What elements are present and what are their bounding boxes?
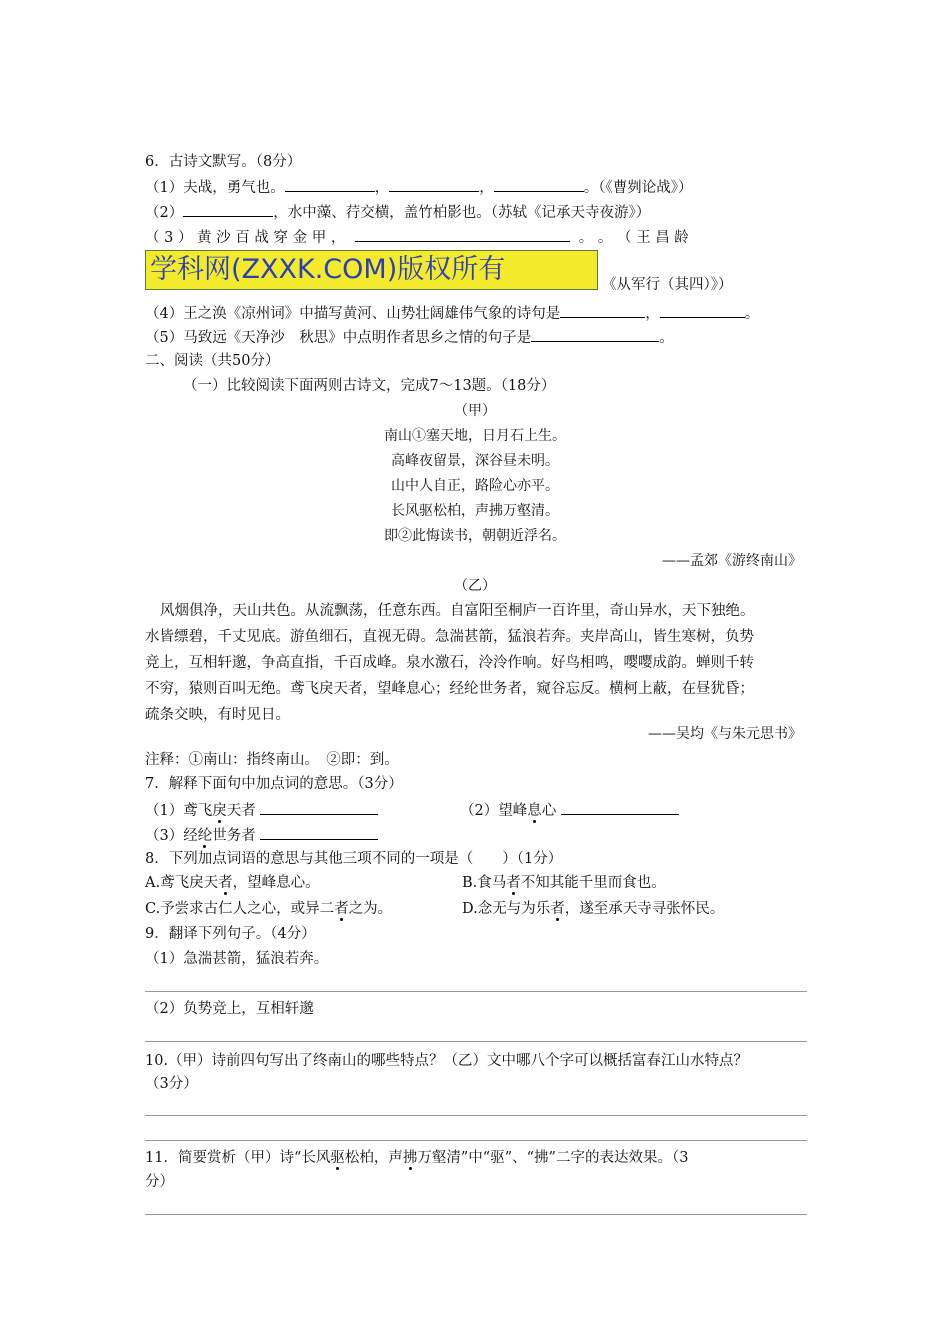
answer-blank[interactable]: [531, 326, 659, 342]
prose-line: 不穷，猿则百叫无绝。鸢飞戾天者，望峰息心；经纶世务者，窥谷忘反。横柯上蔽，在昼犹昏；: [145, 681, 754, 697]
q8-option-c[interactable]: C.予尝求古仁人之心，或异二者之为。: [145, 901, 393, 917]
q6-item-4: （4）王之涣《凉州词》中描写黄河、山势壮阔雄伟气象的诗句是 ， 。: [145, 302, 759, 324]
q8-option-d[interactable]: D.念无与为乐者，遂至承天寺寻张怀民。: [462, 901, 725, 917]
q9-item-2: （2）负势竞上，互相轩邈: [145, 1001, 314, 1017]
q6-item-2: （2） ，水中藻、荇交横，盖竹柏影也。（苏轼《记承天寺夜游》）: [145, 201, 650, 223]
q6-title: 6．古诗文默写。（8分）: [145, 154, 302, 170]
poem-author: ——孟郊《游终南山》: [662, 553, 802, 569]
poem-line: 高峰夜留景，深谷昼未明。: [391, 453, 559, 469]
poem-line: 山中人自正，路险心亦平。: [391, 478, 559, 494]
answer-blank[interactable]: [355, 226, 570, 242]
poem-line: 即②此悔读书，朝朝近浮名。: [384, 528, 566, 544]
answer-blank[interactable]: [560, 302, 645, 318]
q9-title: 9．翻译下列句子。（4分）: [145, 926, 316, 942]
answer-blank[interactable]: [260, 799, 378, 815]
answer-blank[interactable]: [183, 201, 273, 217]
prose-line: 风烟俱净，天山共色。从流飘荡，任意东西。自富阳至桐庐一百许里，奇山异水，天下独绝。: [160, 603, 755, 619]
answer-line[interactable]: [145, 1115, 807, 1116]
answer-blank[interactable]: [285, 176, 375, 192]
prose-author: ——吴均《与朱元思书》: [648, 726, 802, 742]
q9-item-1: （1）急湍甚箭，猛浪若奔。: [145, 951, 329, 967]
q6-item-5: （5）马致远《天净沙 秋思》中点明作者思乡之情的句子是 。: [145, 326, 674, 348]
answer-blank[interactable]: [389, 176, 479, 192]
q10-line-1: 10.（甲）诗前四句写出了终南山的哪些特点？（乙）文中哪八个字可以概括富春江山水特点？: [145, 1053, 749, 1069]
answer-blank[interactable]: [260, 824, 378, 840]
q8-option-b[interactable]: B.食马者不知其能千里而食也。: [462, 875, 666, 891]
prose-label: （乙）: [454, 578, 496, 594]
section-subtitle: （一）比较阅读下面两则古诗文，完成7～13题。（18分）: [183, 378, 556, 394]
prose-line: 疏条交映，有时见日。: [145, 707, 290, 723]
q7-item-1: （1）鸢飞戾天者: [145, 799, 378, 821]
q6-item-1: （1）夫战，勇气也。 ， ， 。（《曹刿论战》）: [145, 176, 692, 198]
answer-line[interactable]: [145, 1140, 807, 1141]
answer-blank[interactable]: [561, 799, 679, 815]
answer-line[interactable]: [145, 991, 807, 992]
q8-option-a[interactable]: A.鸢飞戾天者，望峰息心。: [145, 875, 320, 891]
q7-item-3: （3）经纶世务者: [145, 824, 378, 846]
poem-line: 长风驱松柏，声拂万壑清。: [391, 503, 559, 519]
q8-title: 8．下列加点词语的意思与其他三项不同的一项是（ ）（1分）: [145, 851, 563, 867]
q6-item-3-source: 《从军行（其四）》）: [602, 277, 733, 293]
prose-line: 水皆缥碧，千丈见底。游鱼细石，直视无碍。急湍甚箭，猛浪若奔。夹岸高山，皆生寒树，负势: [145, 629, 754, 645]
answer-blank[interactable]: [494, 176, 584, 192]
q11-line-2: 分）: [145, 1174, 174, 1190]
prose-line: 竞上，互相轩邈，争高直指，千百成峰。泉水激石，泠泠作响。好鸟相鸣，嘤嘤成韵。蝉则千转: [145, 655, 754, 671]
q6-item-3: （ 3 ） 黄 沙 百 战 穿 金 甲 ， 。 。 （ 王 昌 龄: [145, 226, 689, 248]
q11-line-1: 11．简要赏析（甲）诗“长风驱松柏，声拂万壑清”中“驱”、“拂”二字的表达效果。（3: [145, 1150, 689, 1166]
notes: 注释：①南山：指终南山。 ②即：到。: [145, 752, 399, 768]
poem-label: （甲）: [454, 403, 496, 419]
poem-line: 南山①塞天地，日月石上生。: [384, 428, 566, 444]
answer-line[interactable]: [145, 1041, 807, 1042]
section-title: 二、阅读（共50分）: [145, 353, 280, 369]
answer-blank[interactable]: [660, 302, 745, 318]
q7-item-2: （2）望峰息心: [460, 799, 679, 821]
answer-line[interactable]: [145, 1214, 807, 1215]
q10-line-2: （3分）: [145, 1076, 198, 1092]
q7-title: 7．解释下面句中加点词的意思。（3分）: [145, 776, 403, 792]
copyright-watermark: 学科网(ZXXK.COM)版权所有: [145, 250, 598, 290]
